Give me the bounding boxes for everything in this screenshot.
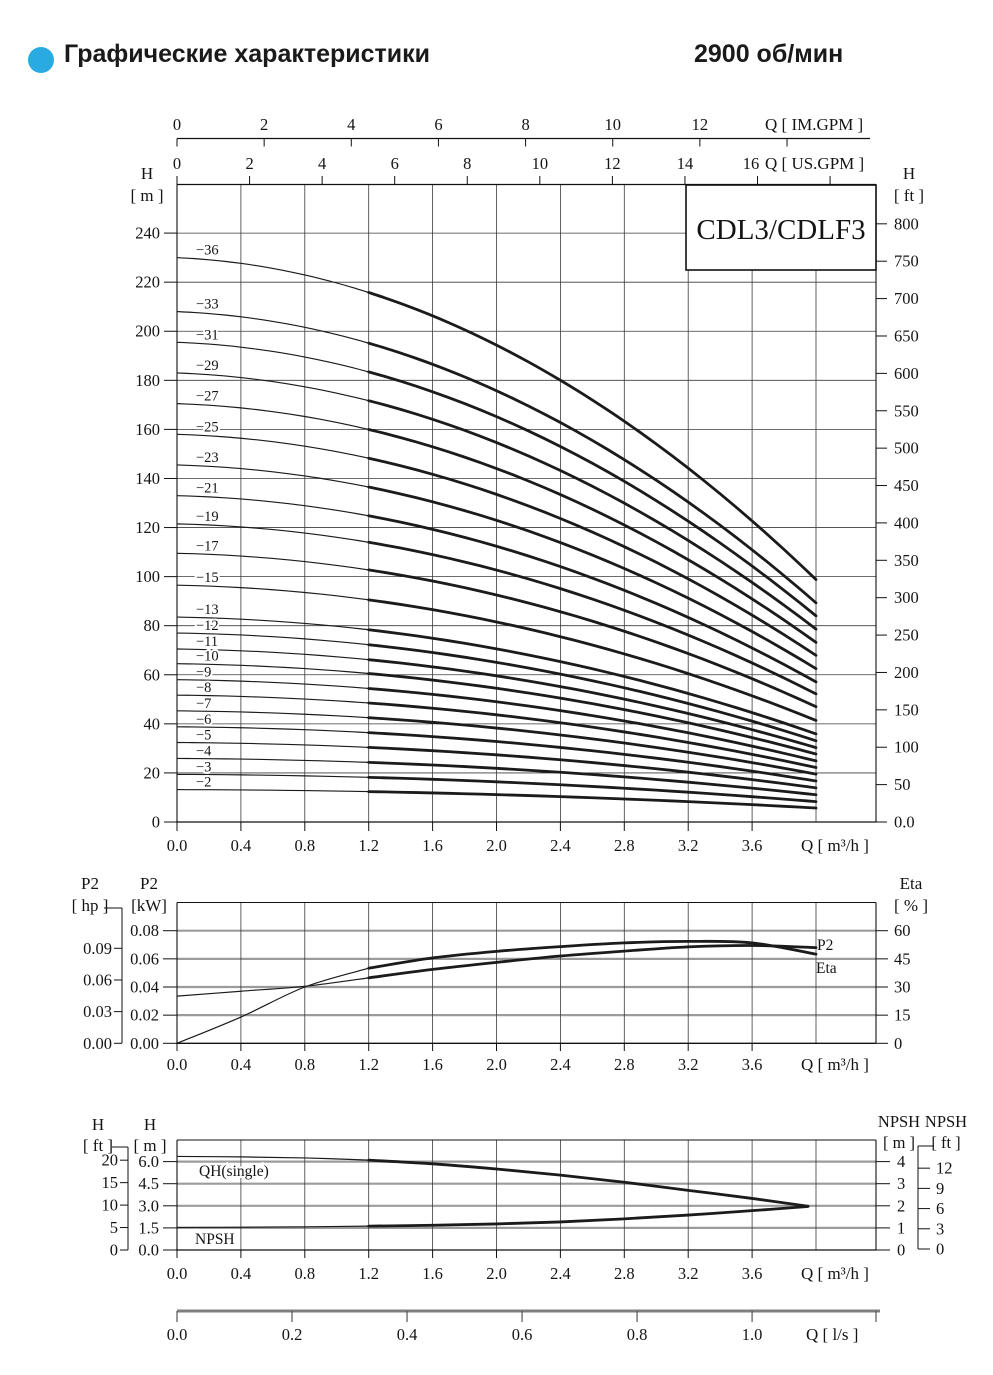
p2-curve-label: P2 [817, 937, 834, 954]
curve-label-23: −23 [196, 449, 219, 466]
tick-label: 150 [894, 700, 919, 720]
tick-label: 0.06 [83, 970, 112, 990]
tick-label: 0.0 [894, 812, 915, 832]
main-qh-chart [130, 115, 924, 855]
tick-label: 0 [897, 1240, 906, 1260]
tick-label: 2 [260, 115, 269, 134]
tick-label: 2 [245, 154, 254, 173]
tick-label: 500 [894, 438, 919, 458]
curve-label-17: −17 [196, 538, 219, 555]
curve-label-29: −29 [196, 357, 219, 374]
axis-npsh-ft [918, 1112, 967, 1259]
curve-label-19: −19 [196, 508, 219, 525]
tick-label: 0.00 [83, 1033, 112, 1053]
tick-label: 0.09 [83, 938, 112, 958]
tick-label: 220 [135, 272, 160, 292]
h-ft-title: H [902, 164, 916, 183]
axis-im-gpm [173, 115, 870, 147]
h-m-unit: [ m ] [130, 186, 164, 205]
power-chart [72, 874, 928, 1074]
tick-label: 350 [894, 550, 919, 570]
curve-p2 [369, 945, 816, 977]
eta-title: Eta [899, 874, 923, 893]
tick-label: 0 [894, 1033, 903, 1053]
curve-label-11: −11 [196, 634, 219, 651]
curve-label-12: −12 [196, 618, 219, 635]
tick-label: 0 [109, 1240, 118, 1260]
tick-label: 1 [897, 1218, 906, 1238]
tick-label: 160 [135, 419, 160, 439]
curve-label-27: −27 [196, 388, 219, 405]
tick-label: 600 [894, 363, 919, 383]
axis-q-ls [167, 1311, 880, 1344]
npsh-curves [177, 1156, 808, 1248]
tick-label: 0.0 [166, 1325, 188, 1344]
axis-h-ft-npsh [83, 1115, 128, 1260]
tick-label: 2.0 [486, 836, 507, 855]
tick-label: 1.2 [358, 1264, 380, 1283]
tick-label: 0.4 [230, 1264, 252, 1283]
tick-label: 16 [742, 154, 760, 173]
tick-label: 800 [894, 214, 919, 234]
tick-label: 2.4 [550, 836, 571, 855]
tick-label: 60 [894, 921, 911, 941]
tick-label: 40 [143, 714, 160, 734]
curve-29 [369, 401, 816, 629]
tick-label: 50 [894, 775, 911, 795]
eta-unit: [ % ] [894, 896, 928, 915]
npsh-ft-title: NPSH [924, 1112, 968, 1131]
tick-label: 3.6 [741, 836, 763, 855]
tick-label: 4 [318, 154, 327, 173]
curve-eta-thin [177, 968, 369, 1043]
tick-label: 3.2 [677, 836, 699, 855]
curve-label-7: −7 [196, 695, 212, 712]
tick-label: 1.2 [358, 836, 380, 855]
curve-label-13: −13 [196, 602, 219, 619]
tick-label: 4 [897, 1152, 906, 1172]
curve-36 [369, 292, 816, 579]
axis-eta [876, 874, 928, 1053]
tick-label: 20 [143, 763, 160, 783]
curve-label-10: −10 [196, 648, 219, 665]
tick-label: 3.0 [138, 1196, 159, 1216]
page-title: Графические характеристики [64, 40, 431, 68]
tick-label: 80 [143, 616, 160, 636]
q-axis-title: Q [ m³/h ] [801, 1055, 869, 1074]
tick-label: 1.6 [422, 1055, 443, 1074]
tick-label: 2.8 [613, 1264, 635, 1283]
tick-label: 12 [604, 154, 621, 173]
h-m-title: H [140, 164, 154, 183]
curve-label-2: −2 [196, 774, 212, 791]
im-axis-title: Q [ IM.GPM ] [765, 115, 864, 134]
tick-label: 1.0 [741, 1325, 763, 1344]
axis-p2-hp [72, 874, 122, 1053]
axis-q-m3h [167, 822, 869, 855]
tick-label: 2.0 [486, 1055, 507, 1074]
p2-hp-unit: [ hp ] [71, 896, 109, 915]
tick-label: 140 [135, 468, 160, 488]
tick-label: 0.4 [230, 836, 252, 855]
curve-label-33: −33 [196, 296, 219, 313]
tick-label: 0.02 [130, 1005, 159, 1025]
model-label-box [686, 185, 876, 270]
h-m-unit: [ m ] [133, 1136, 167, 1155]
tick-label: 2.8 [613, 1055, 635, 1074]
tick-label: 60 [143, 665, 160, 685]
curve-36-thin [177, 258, 369, 293]
curve-label-21: −21 [196, 480, 219, 497]
tick-label: 1.2 [358, 1055, 380, 1074]
tick-label: 1.6 [422, 836, 443, 855]
tick-label: 12 [936, 1158, 953, 1178]
tick-label: 1.6 [422, 1264, 443, 1283]
tick-label: 0 [172, 154, 182, 173]
tick-label: 5 [109, 1218, 118, 1238]
axis-us-gpm [173, 154, 864, 185]
tick-label: 8 [463, 154, 472, 173]
model-label: CDL3/CDLF3 [696, 214, 866, 246]
tick-label: 0.08 [130, 921, 159, 941]
tick-label: 9 [936, 1178, 945, 1198]
tick-label: 120 [135, 518, 160, 538]
tick-label: 200 [135, 321, 160, 341]
tick-label: 100 [894, 737, 919, 757]
curve-label-4: −4 [196, 743, 212, 760]
tick-label: 0 [936, 1239, 945, 1259]
tick-label: 0 [151, 812, 160, 832]
tick-label: 250 [894, 625, 919, 645]
tick-label: 300 [894, 588, 919, 608]
curve-label-9: −9 [196, 664, 212, 681]
tick-label: 0.03 [83, 1002, 112, 1022]
tick-label: 0.0 [166, 1055, 188, 1074]
tick-label: 3.2 [677, 1264, 699, 1283]
power-grid [176, 903, 876, 1044]
curve-label-3: −3 [196, 759, 212, 776]
p2-kw-unit: [kW] [131, 896, 167, 915]
curve-10 [369, 674, 816, 755]
tick-label: 1.5 [138, 1218, 159, 1238]
tick-label: 240 [135, 223, 160, 243]
npsh-chart [83, 1112, 967, 1344]
curve-label-6: −6 [196, 711, 212, 728]
tick-label: 400 [894, 513, 919, 533]
tick-label: 45 [894, 949, 911, 969]
tick-label: 2.8 [613, 836, 635, 855]
tick-label: 100 [135, 567, 160, 587]
us-axis-title: Q [ US.GPM ] [765, 154, 865, 173]
tick-label: 3.6 [741, 1055, 763, 1074]
tick-label: 180 [135, 370, 160, 390]
tick-label: 750 [894, 251, 919, 271]
tick-label: 0.0 [166, 1264, 188, 1283]
tick-label: 10 [531, 154, 549, 173]
ls-axis-title: Q [ l/s ] [806, 1325, 859, 1344]
curve-2 [369, 792, 816, 808]
tick-label: 2.4 [550, 1264, 571, 1283]
tick-label: 6 [434, 115, 443, 134]
npsh-label: NPSH [195, 1231, 235, 1248]
tick-label: 200 [894, 662, 919, 682]
tick-label: 15 [894, 1005, 911, 1025]
axis-npsh-m [876, 1112, 920, 1260]
curve-label-25: −25 [196, 419, 219, 436]
tick-label: 0.8 [294, 836, 316, 855]
h-ft-title: H [91, 1115, 105, 1134]
tick-label: 2 [897, 1196, 906, 1216]
tick-label: 0.6 [511, 1325, 533, 1344]
eta-curve-label: Eta [816, 960, 837, 977]
tick-label: 0.8 [294, 1264, 316, 1283]
tick-label: 0.2 [281, 1325, 303, 1344]
tick-label: 0.04 [130, 977, 159, 997]
tick-label: 3.6 [741, 1264, 763, 1283]
npsh-grid [176, 1140, 876, 1250]
h-ft-unit: [ ft ] [893, 186, 925, 205]
tick-label: 14 [676, 154, 694, 173]
tick-label: 0.0 [138, 1240, 159, 1260]
tick-label: 4 [347, 115, 356, 134]
tick-label: 30 [894, 977, 911, 997]
tick-label: 0.4 [396, 1325, 418, 1344]
curve-label-8: −8 [196, 680, 212, 697]
p2-kw-title: P2 [140, 874, 158, 893]
tick-label: 10 [101, 1195, 118, 1215]
curve-npsh [369, 1206, 808, 1226]
curve-label-31: −31 [196, 327, 219, 344]
tick-label: 3.2 [677, 1055, 699, 1074]
tick-label: 700 [894, 289, 919, 309]
tick-label: 2.0 [486, 1264, 507, 1283]
tick-label: 15 [101, 1173, 118, 1193]
rpm-label: 2900 об/мин [694, 40, 844, 68]
tick-label: 6 [936, 1199, 945, 1219]
q-axis-title: Q [ m³/h ] [801, 1264, 869, 1283]
npsh-m-unit: [ m ] [882, 1133, 916, 1152]
tick-label: 2.4 [550, 1055, 571, 1074]
h-m-title: H [143, 1115, 157, 1134]
tick-label: 0 [172, 115, 182, 134]
tick-label: 6 [390, 154, 399, 173]
tick-label: 12 [691, 115, 709, 134]
power-curves [177, 937, 837, 1043]
tick-label: 0.4 [230, 1055, 252, 1074]
tick-label: 450 [894, 476, 919, 496]
tick-label: 0.8 [626, 1325, 648, 1344]
p2-hp-title: P2 [81, 874, 99, 893]
tick-label: 3 [897, 1174, 906, 1194]
curve-17-thin [177, 553, 369, 570]
tick-label: 0.8 [294, 1055, 316, 1074]
axis-h-ft [876, 164, 924, 832]
npsh-ft-unit: [ ft ] [931, 1133, 961, 1152]
axis-p2-kw [130, 874, 177, 1053]
curve-label-15: −15 [196, 570, 219, 587]
axis-h-m-npsh [133, 1115, 177, 1260]
curve-label-36: −36 [196, 242, 219, 259]
q-axis-title: Q [ m³/h ] [801, 836, 869, 855]
curve-qh-single-thin [177, 1156, 369, 1160]
axis-q-m3h-npsh [167, 1250, 869, 1283]
tick-label: 20 [101, 1150, 118, 1170]
tick-label: 6.0 [138, 1152, 159, 1172]
tick-label: 10 [604, 115, 621, 134]
h-ft-unit: [ ft ] [82, 1136, 114, 1155]
npsh-m-title: NPSH [877, 1112, 921, 1131]
axis-q-m3h-power [167, 1043, 869, 1074]
tick-label: 8 [521, 115, 530, 134]
tick-label: 650 [894, 326, 919, 346]
curve-label-5: −5 [196, 727, 212, 744]
curve-15-thin [177, 585, 369, 600]
qh-single-label: QH(single) [199, 1163, 269, 1180]
tick-label: 0.0 [166, 836, 188, 855]
axis-h-m [130, 164, 177, 832]
tick-label: 0.06 [130, 949, 159, 969]
tick-label: 3 [936, 1219, 945, 1239]
tick-label: 550 [894, 401, 919, 421]
tick-label: 0.00 [130, 1033, 159, 1053]
tick-label: 4.5 [138, 1174, 159, 1194]
